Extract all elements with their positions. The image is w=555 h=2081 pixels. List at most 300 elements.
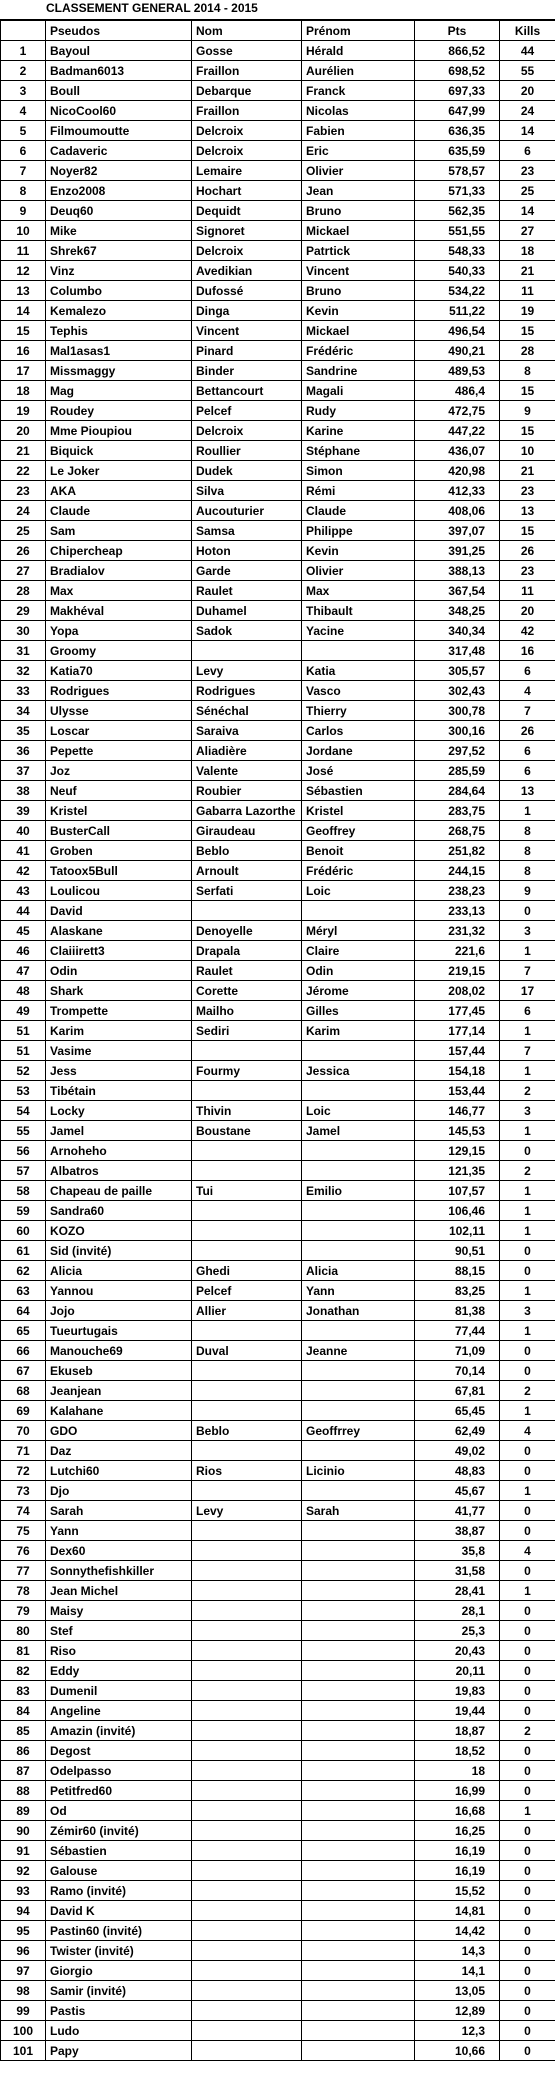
table-row	[1, 1421, 555, 1441]
rank-cell: 52	[1, 1061, 46, 1081]
rank-cell: 92	[1, 1861, 46, 1881]
prenom-cell: Gilles	[302, 1001, 415, 1021]
table-row	[1, 341, 555, 361]
table-row	[1, 2041, 555, 2061]
kills-cell: 1	[500, 1321, 555, 1341]
table-row	[1, 721, 555, 741]
table-row	[1, 1141, 555, 1161]
rank-cell: 95	[1, 1921, 46, 1941]
rank-cell: 39	[1, 801, 46, 821]
rank-cell: 53	[1, 1081, 46, 1101]
pseudo-cell: Odin	[46, 961, 192, 981]
nom-cell	[192, 2041, 302, 2061]
kills-cell: 1	[500, 1061, 555, 1081]
rank-cell: 44	[1, 901, 46, 921]
table-row	[1, 1761, 555, 1781]
rank-cell: 56	[1, 1141, 46, 1161]
nom-cell: Aliadière	[192, 741, 302, 761]
rank-cell: 81	[1, 1641, 46, 1661]
nom-cell: Rodrigues	[192, 681, 302, 701]
nom-cell: Valente	[192, 761, 302, 781]
nom-cell	[192, 1361, 302, 1381]
prenom-cell	[302, 1361, 415, 1381]
pts-cell: 300,78	[415, 701, 500, 721]
rank-cell: 99	[1, 2001, 46, 2021]
prenom-cell: Bruno	[302, 201, 415, 221]
table-row	[1, 781, 555, 801]
nom-cell: Delcroix	[192, 141, 302, 161]
kills-cell: 6	[500, 661, 555, 681]
table-row	[1, 201, 555, 221]
rank-cell: 70	[1, 1421, 46, 1441]
nom-cell: Delcroix	[192, 421, 302, 441]
prenom-cell	[302, 901, 415, 921]
pts-cell: 486,4	[415, 381, 500, 401]
rank-cell: 8	[1, 181, 46, 201]
pts-cell: 70,14	[415, 1361, 500, 1381]
pseudo-cell: Le Joker	[46, 461, 192, 481]
rank-cell: 87	[1, 1761, 46, 1781]
pts-cell: 16,68	[415, 1801, 500, 1821]
prenom-cell: Alicia	[302, 1261, 415, 1281]
table-row	[1, 1861, 555, 1881]
header-pseudos: Pseudos	[46, 21, 192, 41]
prenom-cell: Sébastien	[302, 781, 415, 801]
pts-cell: 578,57	[415, 161, 500, 181]
table-row	[1, 741, 555, 761]
nom-cell: Rios	[192, 1461, 302, 1481]
prenom-cell	[302, 1481, 415, 1501]
rank-cell: 89	[1, 1801, 46, 1821]
nom-cell	[192, 2001, 302, 2021]
pseudo-cell: Od	[46, 1801, 192, 1821]
kills-cell: 9	[500, 401, 555, 421]
kills-cell: 1	[500, 1121, 555, 1141]
table-row	[1, 761, 555, 781]
nom-cell: Garde	[192, 561, 302, 581]
pts-cell: 83,25	[415, 1281, 500, 1301]
rank-cell: 18	[1, 381, 46, 401]
kills-cell: 0	[500, 1561, 555, 1581]
kills-cell: 0	[500, 1781, 555, 1801]
pts-cell: 177,45	[415, 1001, 500, 1021]
kills-cell: 4	[500, 681, 555, 701]
pts-cell: 35,8	[415, 1541, 500, 1561]
kills-cell: 25	[500, 181, 555, 201]
prenom-cell	[302, 1701, 415, 1721]
nom-cell: Raulet	[192, 961, 302, 981]
pts-cell: 62,49	[415, 1421, 500, 1441]
pseudo-cell: Petitfred60	[46, 1781, 192, 1801]
pseudo-cell: Dumenil	[46, 1681, 192, 1701]
pts-cell: 635,59	[415, 141, 500, 161]
kills-cell: 2	[500, 1381, 555, 1401]
nom-cell: Delcroix	[192, 121, 302, 141]
kills-cell: 7	[500, 1041, 555, 1061]
rank-cell: 76	[1, 1541, 46, 1561]
nom-cell: Sediri	[192, 1021, 302, 1041]
pts-cell: 81,38	[415, 1301, 500, 1321]
prenom-cell: Jordane	[302, 741, 415, 761]
table-row	[1, 1361, 555, 1381]
kills-cell: 11	[500, 581, 555, 601]
pseudo-cell: Ulysse	[46, 701, 192, 721]
pts-cell: 121,35	[415, 1161, 500, 1181]
prenom-cell: Méryl	[302, 921, 415, 941]
rank-cell: 26	[1, 541, 46, 561]
pseudo-cell: Noyer82	[46, 161, 192, 181]
nom-cell	[192, 1841, 302, 1861]
rank-cell: 7	[1, 161, 46, 181]
table-row	[1, 1541, 555, 1561]
nom-cell: Dudek	[192, 461, 302, 481]
nom-cell: Dequidt	[192, 201, 302, 221]
pseudo-cell: Katia70	[46, 661, 192, 681]
nom-cell: Saraiva	[192, 721, 302, 741]
rank-cell: 28	[1, 581, 46, 601]
nom-cell: Gosse	[192, 41, 302, 61]
pts-cell: 244,15	[415, 861, 500, 881]
nom-cell: Corette	[192, 981, 302, 1001]
rank-cell: 12	[1, 261, 46, 281]
pts-cell: 13,05	[415, 1981, 500, 2001]
pseudo-cell: Columbo	[46, 281, 192, 301]
rank-cell: 65	[1, 1321, 46, 1341]
prenom-cell	[302, 1781, 415, 1801]
pts-cell: 16,25	[415, 1821, 500, 1841]
pts-cell: 102,11	[415, 1221, 500, 1241]
prenom-cell	[302, 1321, 415, 1341]
table-row	[1, 1081, 555, 1101]
nom-cell	[192, 1541, 302, 1561]
header-rank	[1, 21, 46, 41]
table-row	[1, 1601, 555, 1621]
pseudo-cell: Claude	[46, 501, 192, 521]
kills-cell: 1	[500, 1181, 555, 1201]
table-row	[1, 1941, 555, 1961]
pseudo-cell: Zémir60 (invité)	[46, 1821, 192, 1841]
prenom-cell: Nicolas	[302, 101, 415, 121]
table-row	[1, 961, 555, 981]
kills-cell: 0	[500, 2041, 555, 2061]
kills-cell: 0	[500, 1241, 555, 1261]
pseudo-cell: Max	[46, 581, 192, 601]
pts-cell: 540,33	[415, 261, 500, 281]
prenom-cell	[302, 1741, 415, 1761]
prenom-cell: Karim	[302, 1021, 415, 1041]
kills-cell: 26	[500, 721, 555, 741]
nom-cell: Lemaire	[192, 161, 302, 181]
rank-cell: 67	[1, 1361, 46, 1381]
prenom-cell: Hérald	[302, 41, 415, 61]
pseudo-cell: Djo	[46, 1481, 192, 1501]
table-row	[1, 441, 555, 461]
kills-cell: 21	[500, 461, 555, 481]
kills-cell: 4	[500, 1421, 555, 1441]
rank-cell: 66	[1, 1341, 46, 1361]
kills-cell: 7	[500, 701, 555, 721]
rank-cell: 32	[1, 661, 46, 681]
kills-cell: 6	[500, 1001, 555, 1021]
pseudo-cell: Joz	[46, 761, 192, 781]
rank-cell: 15	[1, 321, 46, 341]
prenom-cell: Simon	[302, 461, 415, 481]
table-row	[1, 461, 555, 481]
pseudo-cell: Enzo2008	[46, 181, 192, 201]
header-kills: Kills	[500, 21, 555, 41]
rank-cell: 51	[1, 1021, 46, 1041]
rank-cell: 96	[1, 1941, 46, 1961]
nom-cell: Denoyelle	[192, 921, 302, 941]
pseudo-cell: Tephis	[46, 321, 192, 341]
kills-cell: 1	[500, 801, 555, 821]
nom-cell	[192, 1921, 302, 1941]
prenom-cell: Philippe	[302, 521, 415, 541]
pseudo-cell: Karim	[46, 1021, 192, 1041]
nom-cell	[192, 1941, 302, 1961]
pseudo-cell: Kemalezo	[46, 301, 192, 321]
kills-cell: 0	[500, 1761, 555, 1781]
pseudo-cell: Mike	[46, 221, 192, 241]
prenom-cell: Jérome	[302, 981, 415, 1001]
kills-cell: 8	[500, 861, 555, 881]
kills-cell: 15	[500, 521, 555, 541]
rank-cell: 36	[1, 741, 46, 761]
pts-cell: 65,45	[415, 1401, 500, 1421]
pts-cell: 866,52	[415, 41, 500, 61]
nom-cell: Pinard	[192, 341, 302, 361]
prenom-cell: Loic	[302, 1101, 415, 1121]
title-row	[0, 0, 555, 20]
pseudo-cell: Stef	[46, 1621, 192, 1641]
pseudo-cell: Pepette	[46, 741, 192, 761]
table-row	[1, 321, 555, 341]
kills-cell: 26	[500, 541, 555, 561]
pts-cell: 534,22	[415, 281, 500, 301]
pseudo-cell: Biquick	[46, 441, 192, 461]
pts-cell: 636,35	[415, 121, 500, 141]
kills-cell: 0	[500, 2021, 555, 2041]
pts-cell: 16,99	[415, 1781, 500, 1801]
prenom-cell: Jean	[302, 181, 415, 201]
prenom-cell: Yacine	[302, 621, 415, 641]
pts-cell: 14,3	[415, 1941, 500, 1961]
prenom-cell	[302, 1381, 415, 1401]
pts-cell: 348,25	[415, 601, 500, 621]
table-row	[1, 241, 555, 261]
pts-cell: 18,52	[415, 1741, 500, 1761]
rank-cell: 35	[1, 721, 46, 741]
pseudo-cell: Odelpasso	[46, 1761, 192, 1781]
kills-cell: 0	[500, 1441, 555, 1461]
table-row	[1, 881, 555, 901]
prenom-cell: Eric	[302, 141, 415, 161]
pts-cell: 219,15	[415, 961, 500, 981]
nom-cell: Bettancourt	[192, 381, 302, 401]
table-row	[1, 1841, 555, 1861]
pts-cell: 90,51	[415, 1241, 500, 1261]
kills-cell: 42	[500, 621, 555, 641]
nom-cell	[192, 1801, 302, 1821]
pseudo-cell: Jean Michel	[46, 1581, 192, 1601]
kills-cell: 18	[500, 241, 555, 261]
pseudo-cell: Shrek67	[46, 241, 192, 261]
pseudo-cell: Badman6013	[46, 61, 192, 81]
pseudo-cell: Sandra60	[46, 1201, 192, 1221]
rank-cell: 43	[1, 881, 46, 901]
pseudo-cell: Sarah	[46, 1501, 192, 1521]
kills-cell: 23	[500, 561, 555, 581]
pseudo-cell: Giorgio	[46, 1961, 192, 1981]
prenom-cell: Thierry	[302, 701, 415, 721]
pts-cell: 698,52	[415, 61, 500, 81]
nom-cell: Gabarra Lazorthe	[192, 801, 302, 821]
pseudo-cell: Yann	[46, 1521, 192, 1541]
kills-cell: 7	[500, 961, 555, 981]
pseudo-cell: Loulicou	[46, 881, 192, 901]
rank-cell: 86	[1, 1741, 46, 1761]
pts-cell: 28,41	[415, 1581, 500, 1601]
nom-cell: Giraudeau	[192, 821, 302, 841]
pseudo-cell: Twister (invité)	[46, 1941, 192, 1961]
pts-cell: 233,13	[415, 901, 500, 921]
pseudo-cell: Yannou	[46, 1281, 192, 1301]
pts-cell: 472,75	[415, 401, 500, 421]
nom-cell: Beblo	[192, 841, 302, 861]
kills-cell: 0	[500, 1361, 555, 1381]
pseudo-cell: Tueurtugais	[46, 1321, 192, 1341]
pts-cell: 177,14	[415, 1021, 500, 1041]
pseudo-cell: Eddy	[46, 1661, 192, 1681]
nom-cell: Sénéchal	[192, 701, 302, 721]
table-row	[1, 1621, 555, 1641]
table-row	[1, 2001, 555, 2021]
pts-cell: 391,25	[415, 541, 500, 561]
kills-cell: 16	[500, 641, 555, 661]
nom-cell: Ghedi	[192, 1261, 302, 1281]
kills-cell: 0	[500, 1461, 555, 1481]
kills-cell: 55	[500, 61, 555, 81]
pseudo-cell: Deuq60	[46, 201, 192, 221]
pts-cell: 285,59	[415, 761, 500, 781]
prenom-cell	[302, 641, 415, 661]
pts-cell: 511,22	[415, 301, 500, 321]
pts-cell: 12,3	[415, 2021, 500, 2041]
prenom-cell	[302, 1721, 415, 1741]
pseudo-cell: GDO	[46, 1421, 192, 1441]
pseudo-cell: Cadaveric	[46, 141, 192, 161]
nom-cell: Dufossé	[192, 281, 302, 301]
kills-cell: 19	[500, 301, 555, 321]
table-row	[1, 141, 555, 161]
prenom-cell: Aurélien	[302, 61, 415, 81]
rank-cell: 59	[1, 1201, 46, 1221]
table-row	[1, 1181, 555, 1201]
pseudo-cell: Pastis	[46, 2001, 192, 2021]
kills-cell: 21	[500, 261, 555, 281]
table-row	[1, 701, 555, 721]
table-row	[1, 641, 555, 661]
rank-cell: 21	[1, 441, 46, 461]
kills-cell: 0	[500, 1841, 555, 1861]
kills-cell: 0	[500, 1941, 555, 1961]
nom-cell: Dinga	[192, 301, 302, 321]
table-row	[1, 1061, 555, 1081]
nom-cell: Raulet	[192, 581, 302, 601]
pseudo-cell: Mag	[46, 381, 192, 401]
pseudo-cell: Sam	[46, 521, 192, 541]
kills-cell: 1	[500, 1801, 555, 1821]
nom-cell	[192, 1401, 302, 1421]
table-row	[1, 521, 555, 541]
prenom-cell	[302, 1521, 415, 1541]
pts-cell: 496,54	[415, 321, 500, 341]
pseudo-cell: Lutchi60	[46, 1461, 192, 1481]
pseudo-cell: Arnoheho	[46, 1141, 192, 1161]
kills-cell: 0	[500, 1681, 555, 1701]
rank-cell: 5	[1, 121, 46, 141]
pseudo-cell: Sébastien	[46, 1841, 192, 1861]
pts-cell: 20,43	[415, 1641, 500, 1661]
prenom-cell	[302, 1841, 415, 1861]
rank-cell: 31	[1, 641, 46, 661]
prenom-cell: Thibault	[302, 601, 415, 621]
prenom-cell: Fabien	[302, 121, 415, 141]
nom-cell	[192, 1881, 302, 1901]
nom-cell: Samsa	[192, 521, 302, 541]
table-row	[1, 1561, 555, 1581]
kills-cell: 0	[500, 1661, 555, 1681]
kills-cell: 2	[500, 1721, 555, 1741]
kills-cell: 14	[500, 201, 555, 221]
rank-cell: 49	[1, 1001, 46, 1021]
nom-cell: Fraillon	[192, 101, 302, 121]
nom-cell: Levy	[192, 661, 302, 681]
pts-cell: 28,1	[415, 1601, 500, 1621]
kills-cell: 2	[500, 1081, 555, 1101]
kills-cell: 0	[500, 1861, 555, 1881]
table-row	[1, 1521, 555, 1541]
pseudo-cell: Angeline	[46, 1701, 192, 1721]
nom-cell	[192, 1641, 302, 1661]
table-row	[1, 1981, 555, 2001]
prenom-cell	[302, 1441, 415, 1461]
table-row	[1, 681, 555, 701]
table-row	[1, 1001, 555, 1021]
table-row	[1, 81, 555, 101]
pts-cell: 697,33	[415, 81, 500, 101]
nom-cell: Roullier	[192, 441, 302, 461]
rank-cell: 19	[1, 401, 46, 421]
pseudo-cell: NicoCool60	[46, 101, 192, 121]
table-row	[1, 861, 555, 881]
nom-cell	[192, 1521, 302, 1541]
rank-cell: 40	[1, 821, 46, 841]
table-row	[1, 1881, 555, 1901]
kills-cell: 0	[500, 1981, 555, 2001]
prenom-cell: Kevin	[302, 301, 415, 321]
rank-cell: 34	[1, 701, 46, 721]
kills-cell: 20	[500, 81, 555, 101]
nom-cell	[192, 641, 302, 661]
pseudo-cell: Vinz	[46, 261, 192, 281]
nom-cell: Silva	[192, 481, 302, 501]
table-row	[1, 501, 555, 521]
nom-cell	[192, 901, 302, 921]
prenom-cell: Mickael	[302, 221, 415, 241]
table-row	[1, 621, 555, 641]
pts-cell: 412,33	[415, 481, 500, 501]
